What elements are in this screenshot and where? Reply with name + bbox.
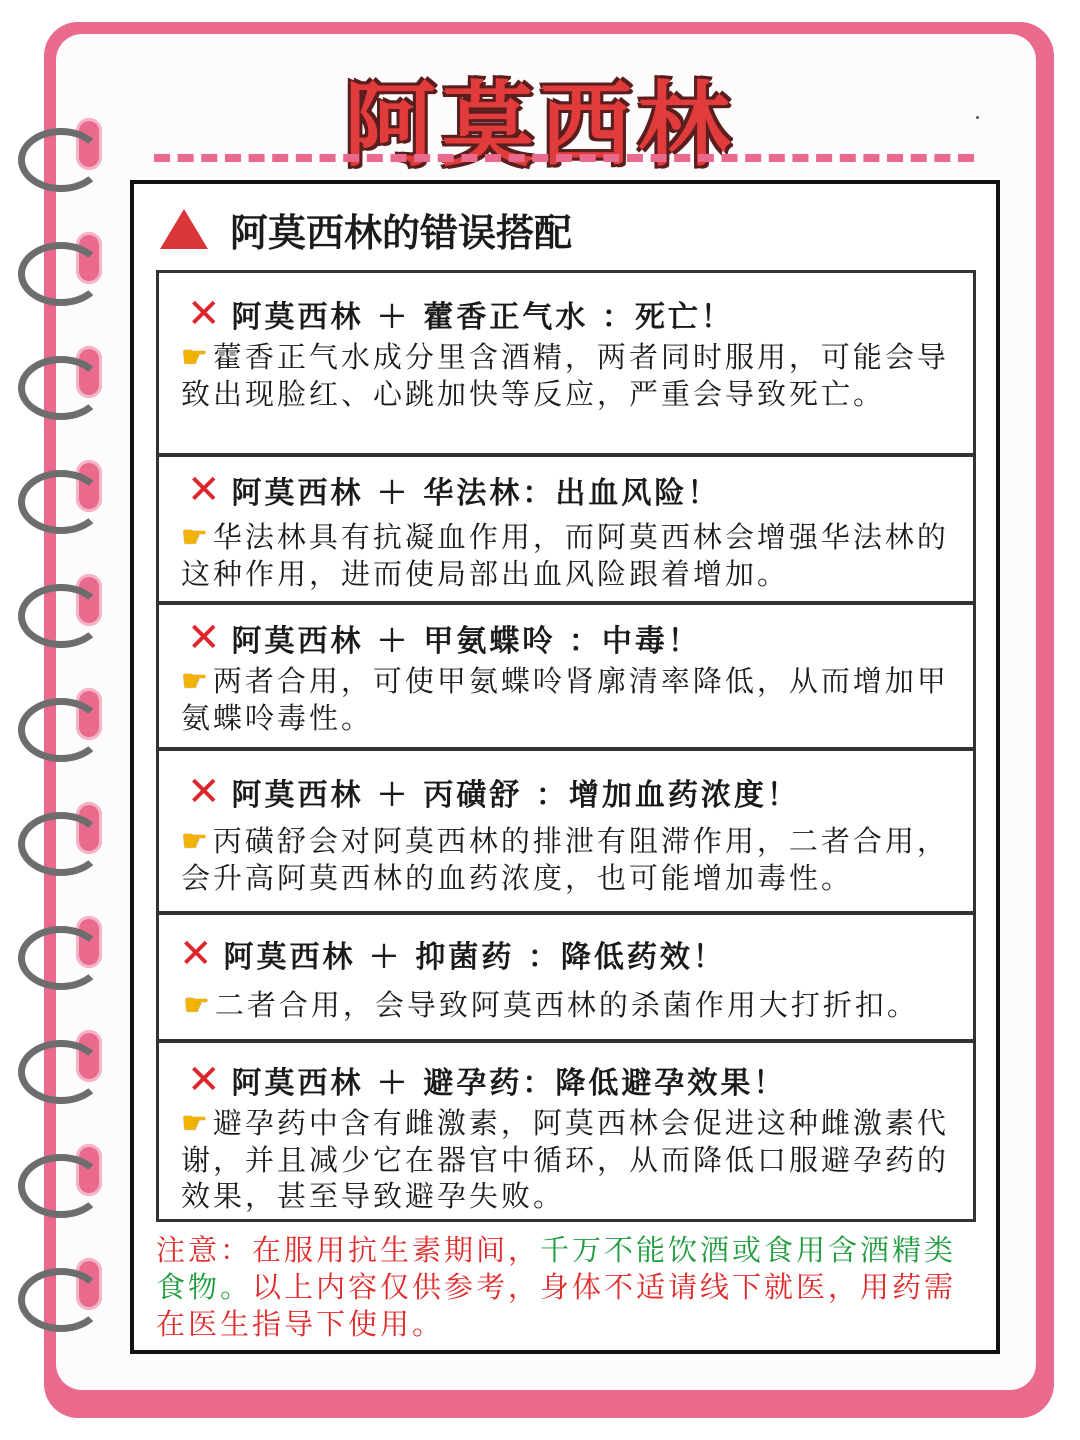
item-description-text: 两者合用，可使甲氨蝶呤肾廓清率降低，从而增加甲氨蝶呤毒性。 — [181, 664, 949, 735]
binding-ring — [18, 926, 104, 990]
pointing-hand-icon: ☛ — [181, 664, 211, 699]
item-heading — [179, 931, 726, 977]
combination-item — [156, 454, 976, 604]
caution-note-green: 千万不能饮酒或食用含酒精类食物。 — [156, 1233, 957, 1304]
item-description-text: 二者合用，会导致阿莫西林的杀菌作用大打折扣。 — [214, 988, 919, 1022]
section-header — [160, 204, 572, 254]
item-heading — [187, 615, 701, 661]
x-mark-icon: ✕ — [187, 615, 224, 661]
caution-note-disclaimer: 以上内容仅供参考，身体不适请线下就医，用药需在医生指导下使用。 — [156, 1270, 957, 1341]
binding-ring — [18, 1154, 104, 1218]
binding-ring — [18, 1268, 104, 1332]
combination-item — [156, 270, 976, 456]
x-mark-icon: ✕ — [187, 467, 224, 513]
pointing-hand-icon: ☛ — [181, 1106, 211, 1141]
section-title: 阿莫西林的错误搭配 — [230, 210, 573, 255]
item-heading — [187, 291, 734, 337]
item-description — [181, 1105, 957, 1214]
binding-ring — [18, 812, 104, 876]
item-description-text: 丙磺舒会对阿莫西林的排泄有阻滞作用，二者合用，会升高阿莫西林的血药浓度，也可能增加毒性。 — [181, 824, 949, 895]
item-description — [183, 987, 969, 1024]
binding-ring — [18, 470, 104, 534]
x-mark-icon: ✕ — [187, 769, 224, 815]
binding-ring — [18, 584, 104, 648]
item-heading-text: 阿莫西林 ＋ 抑菌药 ：降低药效！ — [223, 940, 726, 975]
item-heading-text: 阿莫西林 ＋ 甲氨蝶呤 ：中毒！ — [231, 624, 701, 659]
item-description — [181, 339, 957, 412]
combination-item — [156, 1040, 976, 1222]
x-mark-icon: ✕ — [179, 931, 216, 977]
item-heading-text: 阿莫西林 ＋ 华法林：出血风险！ — [231, 476, 721, 511]
pointing-hand-icon: ☛ — [181, 824, 211, 859]
warning-triangle-icon — [160, 209, 208, 249]
item-description — [181, 519, 957, 592]
item-heading-text: 阿莫西林 ＋ 避孕药：降低避孕效果！ — [231, 1066, 787, 1101]
item-description — [181, 663, 957, 736]
binding-ring — [18, 1040, 104, 1104]
decorative-dot — [976, 116, 979, 119]
dashed-divider — [154, 154, 974, 162]
item-heading — [187, 769, 800, 815]
caution-note — [156, 1232, 974, 1343]
item-description — [181, 823, 957, 896]
item-heading-text: 阿莫西林 ＋ 藿香正气水 ：死亡！ — [231, 300, 734, 335]
binding-ring — [18, 242, 104, 306]
x-mark-icon: ✕ — [187, 291, 224, 337]
item-description-text: 藿香正气水成分里含酒精，两者同时服用，可能会导致出现脸红、心跳加快等反应，严重会导致死亡。 — [181, 340, 949, 411]
combination-item — [156, 912, 976, 1042]
item-heading — [187, 1057, 786, 1103]
pointing-hand-icon: ☛ — [183, 988, 213, 1023]
item-description-text: 华法林具有抗凝血作用，而阿莫西林会增强华法林的这种作用，进而使局部出血风险跟着增加。 — [181, 520, 949, 591]
pointing-hand-icon: ☛ — [181, 340, 211, 375]
item-description-text: 避孕药中含有雌激素，阿莫西林会促进这种雌激素代谢，并且减少它在器官中循环，从而降低口服避孕药的效果，甚至导致避孕失败。 — [181, 1106, 950, 1213]
item-heading-text: 阿莫西林 ＋ 丙磺舒 ：增加血药浓度！ — [231, 778, 800, 813]
page-title: 阿莫西林 — [343, 72, 736, 179]
combination-item — [156, 602, 976, 750]
pointing-hand-icon: ☛ — [181, 520, 211, 555]
content-box — [130, 180, 1000, 1354]
combination-item — [156, 748, 976, 914]
binding-ring — [18, 698, 104, 762]
item-heading — [187, 467, 720, 513]
binding-ring — [18, 356, 104, 420]
caution-note-red: 注意：在服用抗生素期间， — [156, 1233, 541, 1267]
x-mark-icon: ✕ — [187, 1057, 224, 1103]
